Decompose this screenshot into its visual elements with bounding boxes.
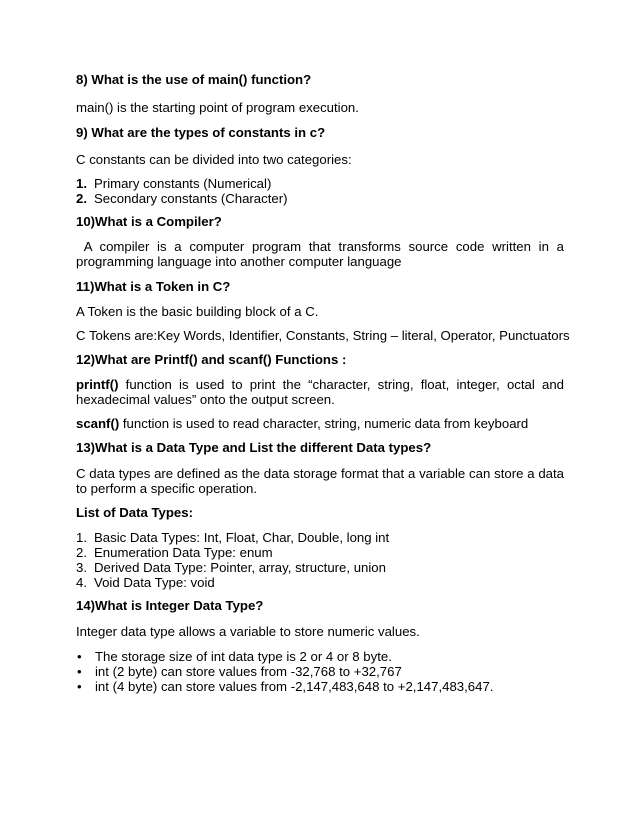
bullet-text: The storage size of int data type is 2 or 4 or 8 byte.: [95, 649, 392, 664]
bullet-icon: •: [77, 664, 82, 679]
q14-answer: Integer data type allows a variable to store numeric values.: [76, 624, 420, 639]
q9-heading: 9) What are the types of constants in c?: [76, 125, 326, 140]
q13-list-title: List of Data Types:: [76, 505, 193, 520]
q12-printf-paragraph: [76, 377, 564, 407]
bullet-icon: •: [77, 649, 82, 664]
printf-description: function is used to print the “character, string, float, integer, octal and hexadecimal values” onto the output screen.: [76, 377, 564, 407]
q9-list-item: [76, 191, 288, 206]
scanf-term: scanf(): [76, 416, 120, 431]
list-number: 1.: [76, 530, 87, 545]
q12-heading: 12)What are Printf() and scanf() Functions :: [76, 352, 347, 367]
q9-list-item: [76, 176, 271, 191]
q14-heading: 14)What is Integer Data Type?: [76, 598, 264, 613]
q13-list-item: [76, 545, 273, 560]
q8-heading: 8) What is the use of main() function?: [76, 72, 312, 87]
q12-scanf-paragraph: [76, 416, 576, 431]
list-text: Primary constants (Numerical): [94, 176, 272, 191]
bullet-text: int (4 byte) can store values from -2,147,483,648 to +2,147,483,647.: [95, 679, 494, 694]
q11-answer-1: A Token is the basic building block of a C.: [76, 304, 319, 319]
q11-answer-2: C Tokens are:Key Words, Identifier, Constants, String – literal, Operator, Punctuators: [76, 328, 570, 343]
q13-list-item: [76, 575, 215, 590]
list-number: 2.: [76, 545, 87, 560]
q8-answer: main() is the starting point of program execution.: [76, 100, 359, 115]
list-text: Void Data Type: void: [94, 575, 215, 590]
list-number: 2.: [76, 191, 87, 206]
q14-bullet-item: [76, 679, 493, 694]
q14-bullet-item: [76, 649, 392, 664]
list-text: Basic Data Types: Int, Float, Char, Double, long int: [94, 530, 390, 545]
scanf-description: function is used to read character, string, numeric data from keyboard: [119, 416, 529, 431]
q13-heading: 13)What is a Data Type and List the different Data types?: [76, 440, 432, 455]
q13-list-item: [76, 560, 386, 575]
list-text: Derived Data Type: Pointer, array, structure, union: [94, 560, 386, 575]
q11-heading: 11)What is a Token in C?: [76, 279, 231, 294]
list-number: 4.: [76, 575, 87, 590]
list-number: 1.: [76, 176, 87, 191]
printf-term: printf(): [76, 377, 119, 392]
bullet-icon: •: [77, 679, 82, 694]
bullet-text: int (2 byte) can store values from -32,768 to +32,767: [95, 664, 402, 679]
list-text: Enumeration Data Type: enum: [94, 545, 273, 560]
q9-intro: C constants can be divided into two categories:: [76, 152, 352, 167]
q13-answer: C data types are defined as the data storage format that a variable can store a data to perform a specific operation.: [76, 466, 564, 496]
list-number: 3.: [76, 560, 87, 575]
q10-answer: A compiler is a computer program that transforms source code written in a programming language into another computer language: [76, 239, 568, 269]
list-text: Secondary constants (Character): [94, 191, 288, 206]
q10-heading: 10)What is a Compiler?: [76, 214, 222, 229]
q14-bullet-item: [76, 664, 402, 679]
q13-list-item: [76, 530, 389, 545]
